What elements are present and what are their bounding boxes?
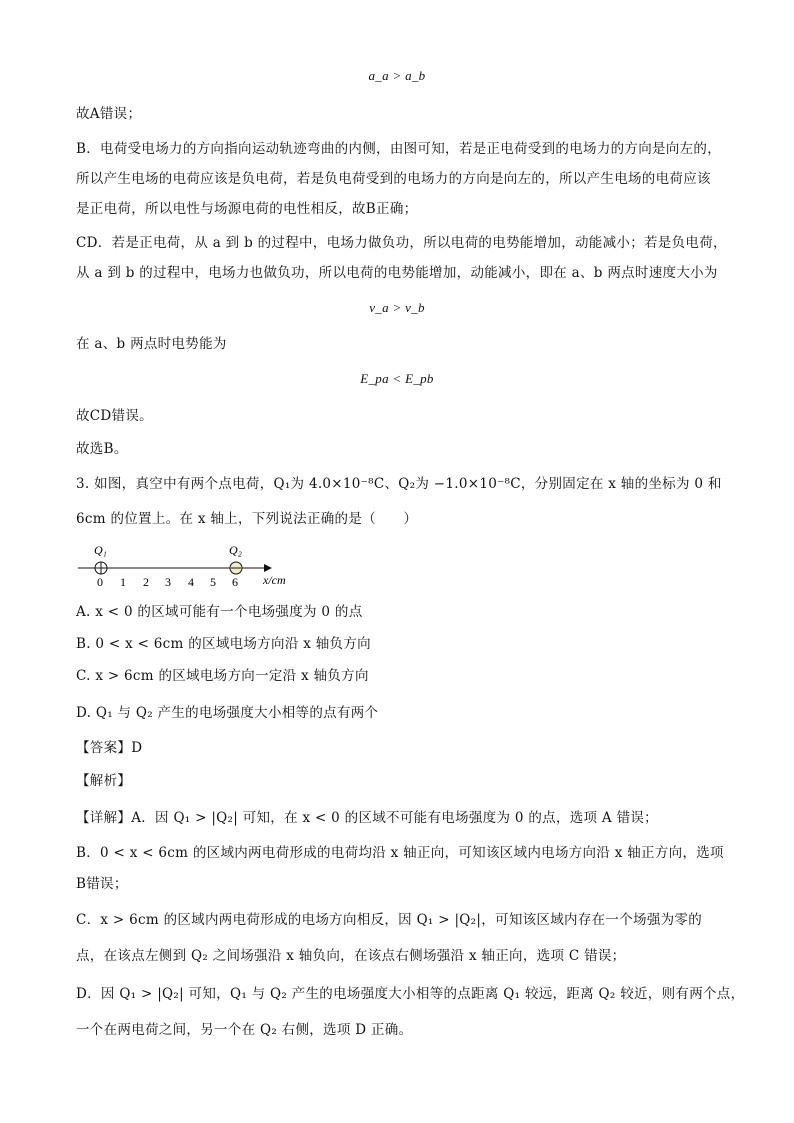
equation-velocity: v_a > v_b — [369, 300, 425, 315]
explanation-line-3: B错误； — [76, 876, 128, 892]
option-b: B. 0 < x < 6cm 的区域电场方向沿 x 轴负方向 — [76, 636, 371, 652]
cd-line-2: 从 a 到 b 的过程中，电场力也做负功，所以电荷的电势能增加，动能减小，即在 a、b 两点时速度大小为 — [76, 265, 718, 281]
q1-label: Q₁ — [94, 543, 107, 557]
explanation-line-4: C．x > 6cm 的区域内两电荷形成的电场方向相反，因 Q₁ > |Q₂|，可知该区域内存在一个场强为零的 — [76, 912, 703, 928]
question-line-2: 6cm 的位置上。在 x 轴上，下列说法正确的是（ ） — [76, 511, 418, 527]
explanation-line-5: 点，在该点左侧到 Q₂ 之间场强沿 x 轴负向，在该点右侧场强沿 x 轴正向，选项 C 错误； — [76, 948, 626, 964]
option-d: D. Q₁ 与 Q₂ 产生的电场强度大小相等的点有两个 — [76, 705, 379, 721]
option-a: A. x < 0 的区域可能有一个电场强度为 0 的点 — [76, 604, 363, 620]
explanation-line-7: 一个在两电荷之间，另一个在 Q₂ 右侧，选项 D 正确。 — [76, 1022, 413, 1038]
equation-potential-energy: E_pa < E_pb — [360, 371, 434, 386]
tick-1: 1 — [120, 575, 126, 589]
tick-0: 0 — [97, 575, 103, 589]
ep-intro-text: 在 a、b 两点时电势能为 — [76, 336, 227, 352]
choose-text: 故选B。 — [76, 441, 128, 457]
explanation-line-6: D．因 Q₁ > |Q₂| 可知，Q₁ 与 Q₂ 产生的电场强度大小相等的点距离 Q₁ 较远，距离 Q₂ 较近，则有两个点， — [76, 986, 745, 1002]
b-line-3: 是正电荷，所以电性与场源电荷的电性相反，故B正确； — [76, 201, 418, 217]
q2-label: Q₂ — [229, 543, 242, 557]
tick-4: 4 — [188, 575, 194, 589]
tick-6: 6 — [232, 575, 238, 589]
question-line-1: 3. 如图，真空中有两个点电荷，Q₁为 4.0×10⁻⁸C、Q₂为 −1.0×10⁻⁸C，分别固定在 x 轴的坐标为 0 和 — [76, 476, 722, 492]
a-wrong-text: 故A错误； — [76, 106, 142, 122]
equation-accel: a_a > a_b — [368, 68, 426, 83]
axis-label: x/cm — [263, 573, 286, 587]
explanation-line-1: 【详解】A．因 Q₁ > |Q₂| 可知，在 x < 0 的区域不可能有电场强度为 0 的点，选项 A 错误； — [76, 810, 658, 826]
answer-label: 【答案】D — [76, 740, 143, 756]
analysis-label: 【解析】 — [76, 773, 132, 789]
b-line-1: B．电荷受电场力的方向指向运动轨迹弯曲的内侧，由图可知，若是正电荷受到的电场力的方向是向左的， — [76, 141, 722, 157]
tick-3: 3 — [165, 575, 171, 589]
cd-line-1: CD．若是正电荷，从 a 到 b 的过程中，电场力做负功，所以电荷的电势能增加，动能减小；若是负电荷， — [76, 235, 727, 251]
explanation-line-2: B．0 < x < 6cm 的区域内两电荷形成的电荷均沿 x 轴正向，可知该区域内电场方向沿 x 轴正方向，选项 — [76, 845, 724, 861]
option-c: C. x > 6cm 的区域电场方向一定沿 x 轴负方向 — [76, 668, 369, 684]
charge-axis-figure — [76, 540, 306, 590]
b-line-2: 所以产生电场的电荷应该是负电荷，若是负电荷受到的电场力的方向是向左的，所以产生电场的电荷应该 — [76, 171, 711, 187]
axis-arrow-icon — [264, 564, 272, 572]
tick-2: 2 — [143, 575, 149, 589]
tick-5: 5 — [210, 575, 216, 589]
cd-wrong-text: 故CD错误。 — [76, 408, 153, 424]
